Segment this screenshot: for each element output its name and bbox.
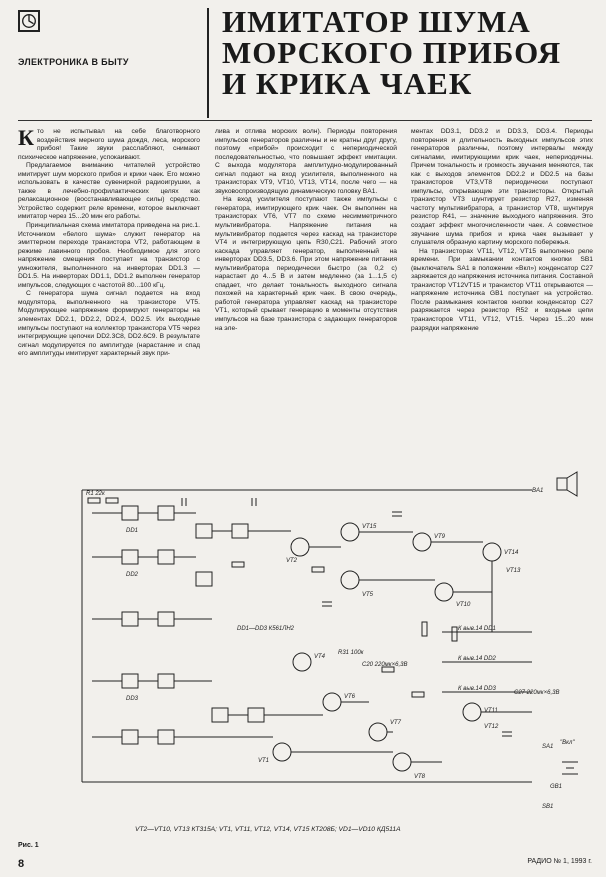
paragraph: На транзисторах VT11, VT12, VT15 выполнено реле времени. При замыкании контактов кнопки SB1 (выключатель SA1 в положении «Вкл») конденсатор C27 заряжается до напряжения источника питания. Составной транзистор VT12VT15 и транзистор VT11 открываются — напряжение источника GB1 поступает на устройство. После размыкания контактов кнопки конденсатор C27 разряжается через резистор R52 и входные цепи транзисторов VT11, VT12, VT15. Через 15...20 мин разрядки напряжение bbox=[411, 247, 593, 332]
label-dd1: DD1 bbox=[126, 528, 139, 534]
label-vt2: VT2 bbox=[286, 558, 298, 564]
label-vt8: VT8 bbox=[414, 774, 426, 780]
label-sa1: SA1 bbox=[542, 744, 554, 750]
figure-caption: Рис. 1 bbox=[18, 842, 39, 849]
label-vt14: VT14 bbox=[504, 550, 519, 556]
label-ba1: BA1 bbox=[532, 488, 544, 494]
label-vt4: VT4 bbox=[314, 654, 326, 660]
title-rule bbox=[18, 120, 592, 121]
label-chips: DD1—DD3 К561ЛН2 bbox=[237, 626, 295, 632]
paragraph: Предлагаемое вниманию читателей устройство имитирует шум морского прибоя и крики чаек. Его можно использовать в качестве сувенирной радиоигрушки, а также в лечебно-профилактических целях как релаксационное (восстанавливающее силы) средство. Устройство содержит реле времени, которое выключает имитатор через 15...20 мин его работы. bbox=[18, 162, 200, 221]
title-line-1: ИМИТАТОР ШУМА bbox=[222, 4, 531, 39]
section-logo-icon bbox=[18, 10, 40, 32]
article-column-3 bbox=[411, 128, 593, 333]
paragraph: Кто не испытывал на себе благотворного воздействия мерного шума дождя, леса, морского прибоя! Такие звуки расслабляют, снимают психическое напряжение, успокаивают. bbox=[18, 125, 200, 161]
paragraph: Принципиальная схема имитатора приведена на рис.1. Источником «белого шума» служит генератор на эмиттерном переходе транзистора VT2, работающем в режиме лавинного пробоя. Необходимое для этого напряжение смещения поступает на транзистор с умножителя, выполненного на инверторах DD1.3 — DD1.5. На инверторах DD1.1, DD1.2 выполнен генератор импульсов, следующих с частотой 80...100 кГц. bbox=[18, 222, 200, 289]
label-r1: R1 22к bbox=[86, 491, 105, 497]
label-vt10: VT10 bbox=[456, 602, 471, 608]
paragraph: На вход усилителя поступают также импульсы с генератора, имитирующего крик чаек. Он выполнен на транзисторах VT6, VT7 по схеме несимметричного мультивибратора. Напряжение питания на мультивибратор подается через каскад на транзисторе VT4 и интегрирующую цепь R30,C21. Рабочий этого каскада управляет генератор, выполненный на инверторах DD3.5, DD3.6. При этом напряжение питания мультивибратора периодически быстро (за 0,2 с) нарастает до 4...5 В и затем медленно (за 1...1,5 с) спадает, что делает тональность выходного сигнала похожей на характерный крик чаек. В свою очередь, работой генератора управляет каскад на транзисторе VT1, который срывает генерацию в моменты отсутствия импульсов на базе транзистора с задающих генераторов на эле- bbox=[215, 196, 397, 332]
label-vt15: VT15 bbox=[362, 524, 377, 530]
title-line-3: И КРИКА ЧАЕК bbox=[222, 66, 473, 101]
label-vt7: VT7 bbox=[390, 720, 402, 726]
journal-issue: РАДИО № 1, 1993 г. bbox=[527, 858, 592, 865]
article-column-1 bbox=[18, 125, 200, 359]
label-k-dd1: К выв.14 DD1 bbox=[458, 626, 496, 632]
label-gb1: GB1 bbox=[550, 784, 563, 790]
circuit-schematic bbox=[62, 462, 596, 818]
label-dd2: DD2 bbox=[126, 572, 139, 578]
figure-legend: VT2—VT10, VT13 КТ315А; VT1, VT11, VT12, VT14, VT15 КТ208Б; VD1—VD10 КД511А bbox=[135, 826, 401, 833]
dd1-inverters bbox=[92, 506, 272, 538]
label-vt6: VT6 bbox=[344, 694, 356, 700]
paragraph: лива и отлива морских волн). Периоды повторения импульсов генераторов различны и не кратны друг другу, поэтому «прибой» происходит с непериодической последовательностью, что повышает эффект имитации. С выхода модулятора амплитудно-модулированный сигнал подают на вход усилителя, выполненного на транзисторах VT9, VT10, VT13, VT14, после чего — на звуковоспроизводящую динамическую головку BA1. bbox=[215, 128, 397, 195]
label-r31: R31 100к bbox=[338, 650, 364, 656]
article-title bbox=[222, 6, 592, 99]
label-sb1: SB1 bbox=[542, 804, 554, 810]
dd2-inverters bbox=[92, 550, 212, 626]
transistors bbox=[273, 523, 501, 771]
label-vt5: VT5 bbox=[362, 592, 374, 598]
paragraph: С генератора шума сигнал подается на вход модулятора, выполненного на транзисторе VT5. Модулирующее напряжение формируют генераторы на элементах DD2.1, DD2.2, DD2.4, DD2.5. Их выходные импульсы поступают на коллектор транзистора VT5 через интегрирующие цепочки DD2.3C8, DD2.6C9. В результате сигнал модулируется по амплитуде (нарастание и спад его амплитуды имитирует характерный звук при- bbox=[18, 290, 200, 358]
page-number: 8 bbox=[18, 858, 25, 870]
label-vt12: VT12 bbox=[484, 724, 499, 730]
label-vt11: VT11 bbox=[484, 708, 498, 714]
label-c20: C20 220мк×6,3В bbox=[362, 662, 408, 668]
dd3-inverters bbox=[92, 674, 292, 744]
label-k-dd2: К выв.14 DD2 bbox=[458, 656, 496, 662]
label-vt13: VT13 bbox=[506, 568, 521, 574]
drop-cap: К bbox=[18, 125, 34, 150]
label-vt1: VT1 bbox=[258, 758, 270, 764]
label-c27: C27 220мк×6,3В bbox=[514, 690, 560, 696]
title-line-2: МОРСКОГО ПРИБОЯ bbox=[222, 35, 562, 70]
label-vt9: VT9 bbox=[434, 534, 446, 540]
label-k-dd3: К выв.14 DD3 bbox=[458, 686, 496, 692]
label-dd3: DD3 bbox=[126, 696, 139, 702]
article-column-2 bbox=[215, 128, 397, 333]
paragraph: ментах DD3.1, DD3.2 и DD3.3, DD3.4. Периоды повторения и длительность выходных импульсов этих генераторов различны, поэтому интервалы между сигналами, имитирующими крик чаек, непериодичны. Причем тональность и громкость звучания меняются, так как с выходов элементов DD2.2 и DD2.5 на базы транзисторов VT3,VT8 периодически поступают импульсы, открывающие эти транзисторы. Открытый транзистор VT3 шунтирует резистор R27, изменяя частоту мультивибратора, а транзистор VT8, шунтируя резистор R41, — значение выходного напряжения. Это создает эффект многочисленности чаек. А совместное звучание шума прибоя и крика чаек вызывает у слушателя образную картину морского побережья. bbox=[411, 128, 593, 247]
label-vkl: "Вкл" bbox=[560, 740, 575, 746]
header-divider bbox=[207, 8, 209, 118]
section-heading: ЭЛЕКТРОНИКА В БЫТУ bbox=[18, 57, 129, 67]
